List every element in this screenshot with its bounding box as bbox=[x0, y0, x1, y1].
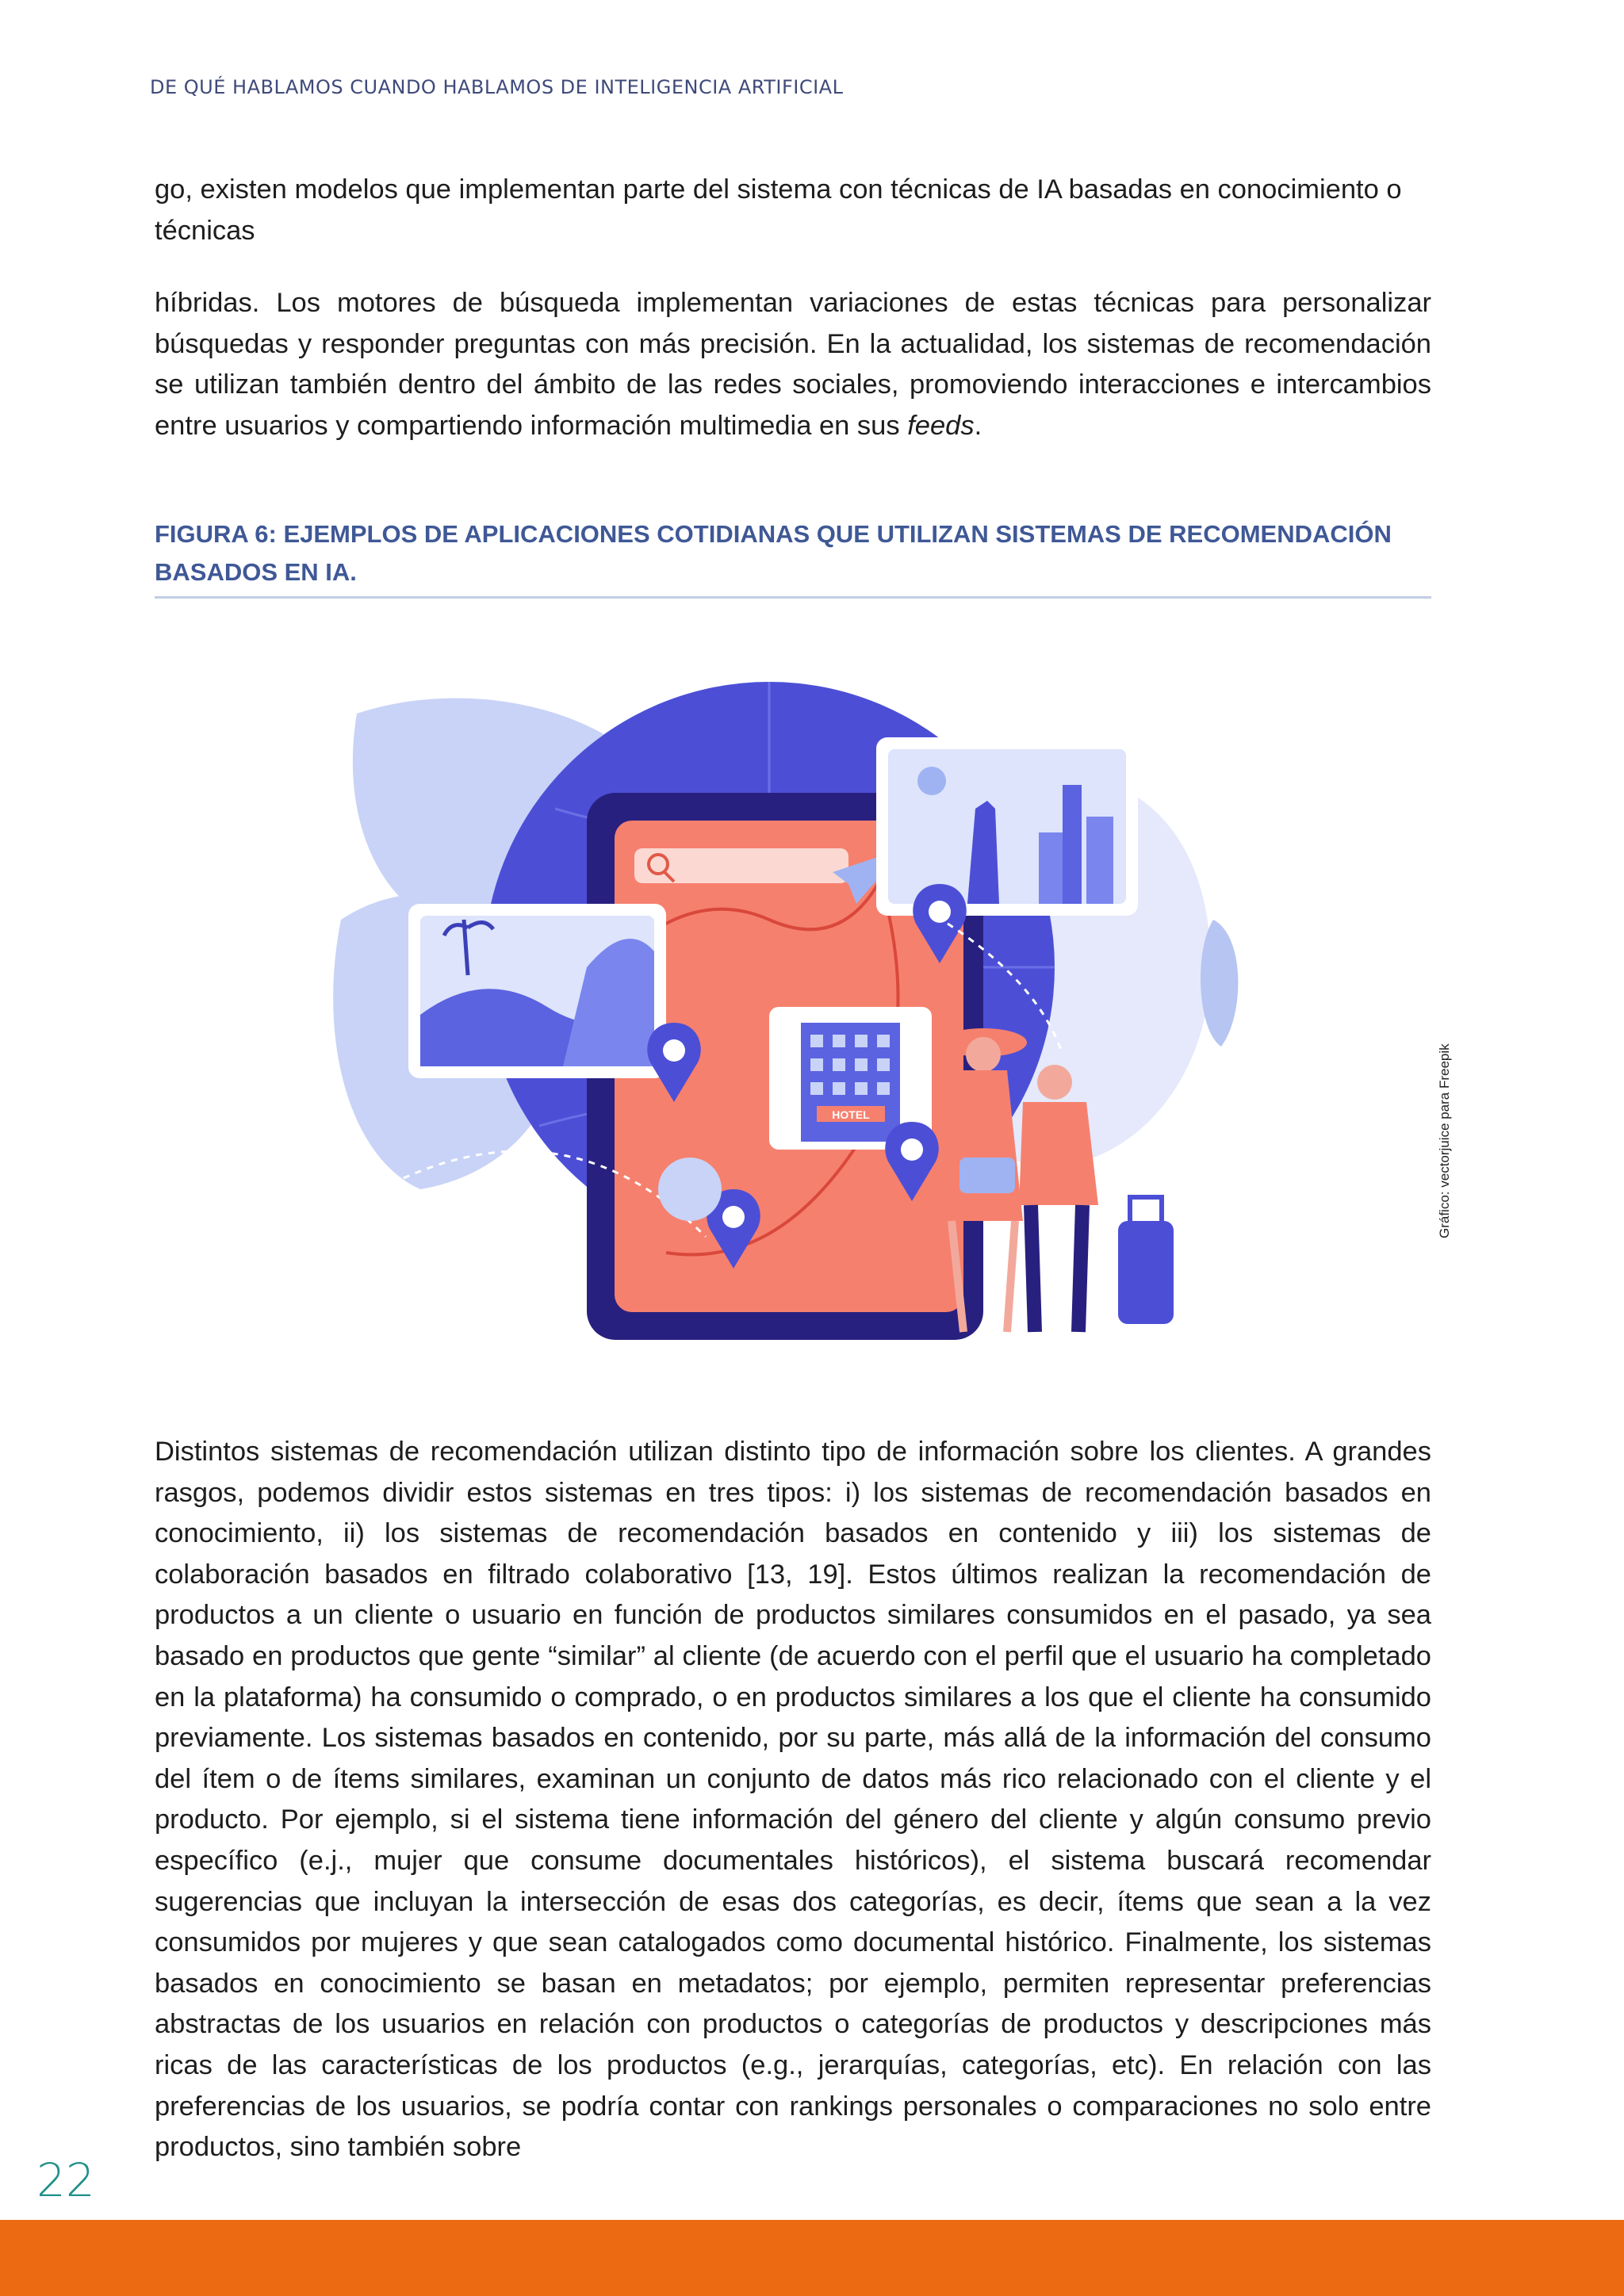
footer-bar bbox=[0, 2220, 1624, 2296]
figure-credit: Gráfico: vectorjuice para Freepik bbox=[1437, 1043, 1452, 1238]
paragraph-social-networks bbox=[155, 283, 1431, 446]
small-leaf-right bbox=[1201, 920, 1238, 1047]
paragraph-text: híbridas. Los motores de búsqueda implementan variaciones de estas técnicas para personalizar búsquedas y responder preguntas con más precisión. En la actualidad, los sistemas de recomendación se utilizan también dentro del ámbito de las redes sociales, promoviendo interacciones e intercambios entre usuarios y compartiendo información multimedia en sus bbox=[155, 288, 1431, 441]
paragraph-end: . bbox=[974, 410, 982, 441]
hotel-sign: HOTEL bbox=[832, 1108, 870, 1121]
page-number: 22 bbox=[36, 2153, 95, 2207]
travel-recommendation-illustration bbox=[325, 682, 1277, 1364]
restaurant-icon bbox=[658, 1158, 722, 1221]
figure-caption: FIGURA 6: EJEMPLOS DE APLICACIONES COTIDIANAS QUE UTILIZAN SISTEMAS DE RECOMENDACIÓN BASADOS EN IA. bbox=[155, 520, 1392, 586]
caption-divider bbox=[155, 596, 1431, 599]
running-header: DE QUÉ HABLAMOS CUANDO HABLAMOS DE INTELIGENCIA ARTIFICIAL bbox=[150, 76, 844, 98]
paragraph-recommendation-types: Distintos sistemas de recomendación utilizan distinto tipo de información sobre los clientes. A grandes rasgos, podemos dividir estos sistemas en tres tipos: i) los sistemas de recomendación basados en conocimiento, ii) los sistemas de recomendación basados en contenido y iii) los sistemas de colaboración basados en filtrado colaborativo [13, 19]. Estos últimos realizan la recomendación de productos a un cliente o usuario en función de productos similares consumidos en el pasado, ya sea basado en productos que gente “similar” al cliente (de acuerdo con el perfil que el usuario ha completado en la plataforma) ha consumido o comprado, o en productos similares a los que el cliente ha consumido previamente. Los sistemas basados en contenido, por su parte, más allá de la información del consumo del ítem o de ítems similares, examinan un conjunto de datos más rico relacionado con el cliente y el producto. Por ejemplo, si el sistema tiene información del género del cliente y algún consumo previo específico (e.j., mujer que consume documentales históricos), el sistema buscará recomendar sugerencias que incluyan la intersección de esas dos categorías, es decir, ítems que sean a la vez consumidos por mujeres y que sean catalogados como documental histórico. Finalmente, los sistemas basados en conocimiento se basan en metadatos; por ejemplo, permiten representar preferencias abstractas de los usuarios en relación con productos o categorías de productos y descripciones más ricas de las características de los productos (e.g., jerarquías, categorías, etc). En relación con las preferencias de los usuarios, se podría contar con rankings personales o comparaciones no solo entre productos, sino también sobre bbox=[155, 1437, 1431, 2163]
emphasis-feeds: feeds bbox=[907, 410, 975, 441]
paragraph-continuation: go, existen modelos que implementan parte del sistema con técnicas de IA basadas en conocimiento o técnicas bbox=[155, 174, 1402, 246]
